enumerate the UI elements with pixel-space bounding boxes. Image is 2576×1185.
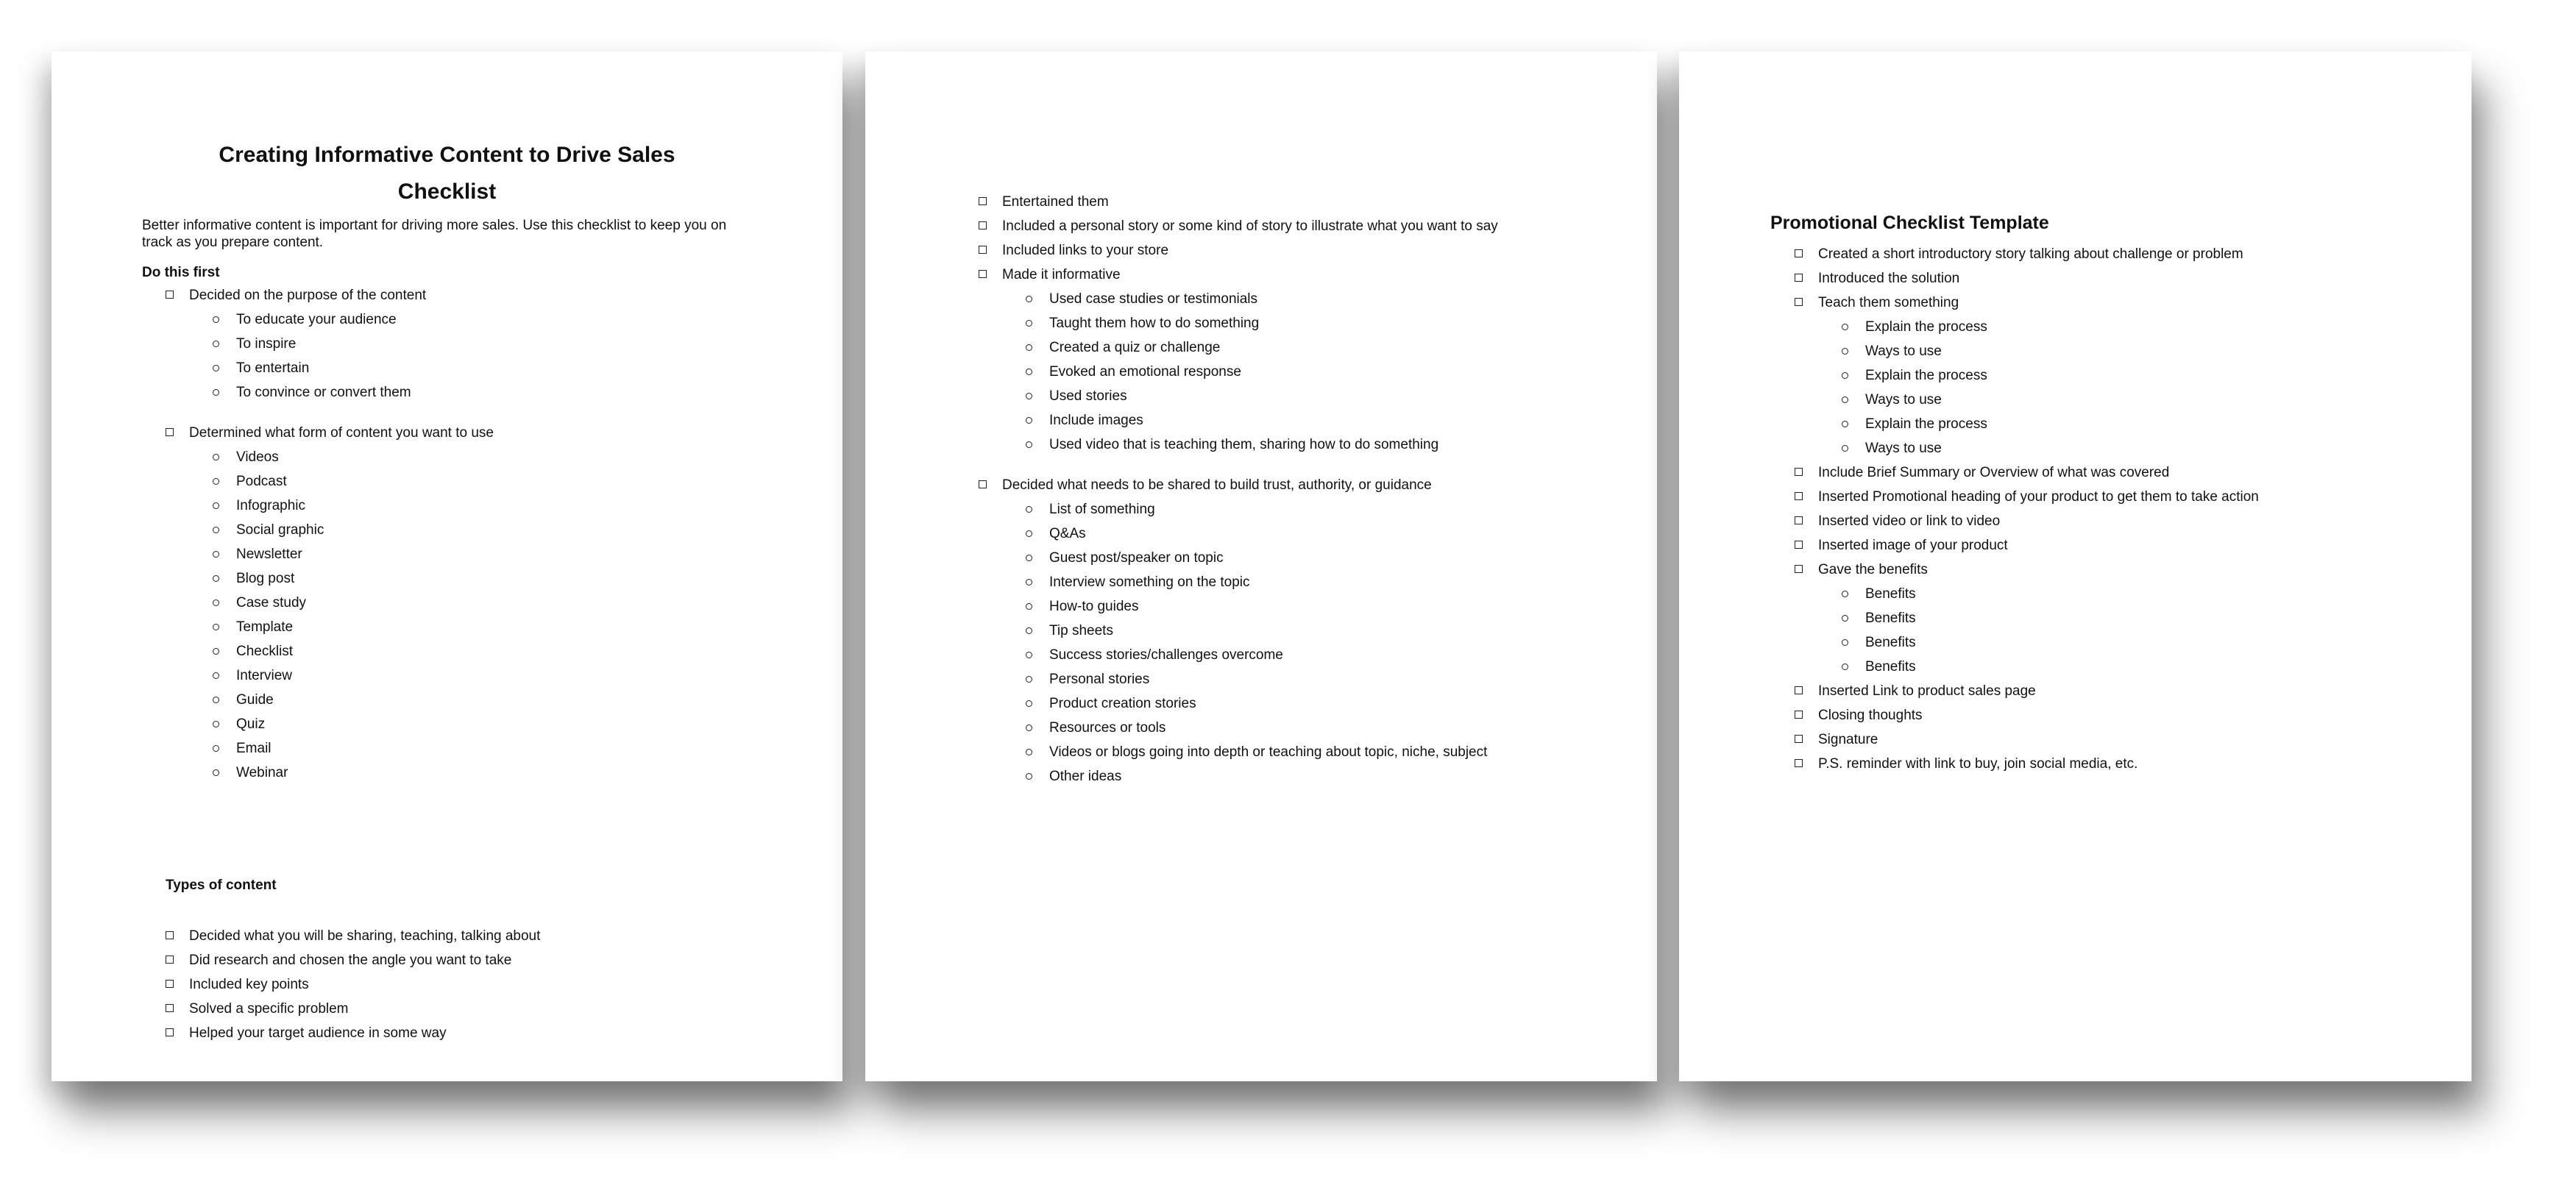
checklist-subitem bbox=[979, 384, 1498, 408]
checklist-item-label: P.S. reminder with link to buy, join social media, etc. bbox=[1818, 756, 2138, 772]
checkbox-icon[interactable] bbox=[979, 197, 987, 205]
checkbox-icon[interactable] bbox=[166, 1004, 174, 1012]
checklist-item bbox=[979, 214, 1498, 238]
list-spacer bbox=[979, 457, 1498, 473]
checklist-subitem bbox=[166, 761, 494, 785]
checklist-item bbox=[979, 473, 1498, 497]
checkbox-icon[interactable] bbox=[1795, 565, 1803, 573]
checklist-item-label: Gave the benefits bbox=[1818, 562, 1928, 577]
bullet-circle-icon bbox=[213, 672, 219, 679]
checklist-item-label: Inserted Promotional heading of your product to get them to take action bbox=[1818, 489, 2259, 505]
checklist-item bbox=[1795, 679, 2259, 703]
bullet-circle-icon bbox=[1842, 421, 1848, 427]
checklist-item-label: Explain the process bbox=[1865, 416, 1987, 432]
checklist-subitem bbox=[1795, 388, 2259, 412]
checklist-item-label: Explain the process bbox=[1865, 368, 1987, 383]
bullet-circle-icon bbox=[213, 769, 219, 776]
checklist-subitem bbox=[979, 570, 1498, 594]
checklist-subitem bbox=[166, 445, 494, 469]
checklist-subitem bbox=[979, 716, 1498, 740]
checklist-item-label: Include Brief Summary or Overview of what was covered bbox=[1818, 465, 2170, 480]
bullet-circle-icon bbox=[213, 502, 219, 509]
checklist-item-label: Ways to use bbox=[1865, 344, 1942, 359]
checklist-subitem bbox=[979, 311, 1498, 335]
checklist-item bbox=[166, 997, 540, 1021]
checklist-item-label: Include images bbox=[1049, 413, 1143, 428]
checklist-item-label: Other ideas bbox=[1049, 769, 1122, 784]
checklist-item-label: To inspire bbox=[236, 336, 297, 352]
checklist-item-label: Interview something on the topic bbox=[1049, 574, 1250, 590]
bullet-circle-icon bbox=[213, 648, 219, 655]
promotional-checklist bbox=[1795, 242, 2259, 776]
checklist-item-label: Decided what needs to be shared to build trust, authority, or guidance bbox=[1002, 477, 1432, 493]
checkbox-icon[interactable] bbox=[1795, 711, 1803, 719]
checkbox-icon[interactable] bbox=[979, 246, 987, 254]
checklist-item bbox=[1795, 485, 2259, 509]
checklist-item-label: Videos or blogs going into depth or teaching about topic, niche, subject bbox=[1049, 744, 1488, 760]
checklist-item-label: Newsletter bbox=[236, 547, 302, 562]
bullet-circle-icon bbox=[1842, 663, 1848, 670]
checkbox-icon[interactable] bbox=[1795, 686, 1803, 694]
checklist-item-label: Interview bbox=[236, 668, 293, 683]
checklist-item bbox=[166, 1021, 540, 1045]
bullet-circle-icon bbox=[213, 599, 219, 606]
checklist-item-label: Email bbox=[236, 741, 272, 756]
checklist-subitem bbox=[166, 542, 494, 566]
list-spacer bbox=[166, 405, 494, 421]
bullet-circle-icon bbox=[1026, 579, 1032, 586]
bullet-circle-icon bbox=[1026, 700, 1032, 707]
checklist-subitem bbox=[166, 615, 494, 639]
checklist-subitem bbox=[979, 546, 1498, 570]
checklist-item-label: Inserted Link to product sales page bbox=[1818, 683, 2036, 699]
bullet-circle-icon bbox=[1026, 603, 1032, 610]
checklist-item-label: Inserted image of your product bbox=[1818, 538, 2008, 553]
checklist-item bbox=[166, 421, 494, 445]
checklist-subitem bbox=[1795, 315, 2259, 339]
bullet-circle-icon bbox=[1026, 676, 1032, 683]
checklist-subitem bbox=[979, 287, 1498, 311]
checkbox-icon[interactable] bbox=[1795, 249, 1803, 257]
bullet-circle-icon bbox=[1026, 555, 1032, 561]
checklist-item-label: Helped your target audience in some way bbox=[189, 1025, 447, 1041]
checkbox-icon[interactable] bbox=[166, 931, 174, 939]
checklist-item-label: Explain the process bbox=[1865, 319, 1987, 335]
checkbox-icon[interactable] bbox=[1795, 541, 1803, 549]
checklist-subitem bbox=[979, 740, 1498, 764]
bullet-circle-icon bbox=[1842, 348, 1848, 355]
promotional-checklist-heading: Promotional Checklist Template bbox=[1770, 213, 2049, 233]
checklist-item bbox=[1795, 752, 2259, 776]
checklist-subitem bbox=[979, 764, 1498, 789]
bullet-circle-icon bbox=[213, 721, 219, 727]
checklist-item-label: Personal stories bbox=[1049, 672, 1150, 687]
checklist-continued bbox=[979, 190, 1498, 789]
checklist-item-label: Introduced the solution bbox=[1818, 271, 1960, 286]
checklist-item bbox=[1795, 242, 2259, 266]
document-page-3 bbox=[1679, 51, 2472, 1081]
bullet-circle-icon bbox=[1026, 652, 1032, 658]
checklist-subitem bbox=[979, 522, 1498, 546]
checklist-item-label: Made it informative bbox=[1002, 267, 1121, 282]
bullet-circle-icon bbox=[1026, 417, 1032, 424]
checklist-item-label: How-to guides bbox=[1049, 599, 1139, 614]
checklist-item-label: Used stories bbox=[1049, 388, 1127, 404]
checklist-subitem bbox=[1795, 339, 2259, 363]
checklist-item-label: Determined what form of content you want to use bbox=[189, 425, 494, 441]
checklist-subitem bbox=[979, 360, 1498, 384]
checklist-item bbox=[166, 283, 494, 307]
checklist-subitem bbox=[979, 433, 1498, 457]
checklist-item-label: Included links to your store bbox=[1002, 243, 1169, 258]
document-title-line-1: Creating Informative Content to Drive Sales bbox=[219, 143, 675, 167]
checkbox-icon[interactable] bbox=[166, 428, 174, 436]
checklist-item-label: Benefits bbox=[1865, 635, 1916, 650]
checklist-subitem bbox=[1795, 630, 2259, 655]
bullet-circle-icon bbox=[1026, 296, 1032, 302]
checklist-item-label: Benefits bbox=[1865, 659, 1916, 675]
checklist-item bbox=[166, 924, 540, 948]
checklist-item-label: Benefits bbox=[1865, 586, 1916, 602]
checklist-item bbox=[1795, 727, 2259, 752]
bullet-circle-icon bbox=[1842, 324, 1848, 330]
checklist-do-this-first bbox=[166, 283, 494, 785]
checklist-item-label: List of something bbox=[1049, 502, 1155, 517]
checklist-item-label: Guest post/speaker on topic bbox=[1049, 550, 1224, 566]
checklist-item-label: Created a quiz or challenge bbox=[1049, 340, 1221, 355]
checklist-item bbox=[979, 263, 1498, 287]
section-heading-types-of-content: Types of content bbox=[166, 878, 277, 893]
checklist-item bbox=[1795, 266, 2259, 291]
checklist-item-label: Used case studies or testimonials bbox=[1049, 291, 1258, 307]
checkbox-icon[interactable] bbox=[166, 1028, 174, 1036]
checklist-item-label: Tip sheets bbox=[1049, 623, 1113, 638]
checklist-subitem bbox=[166, 380, 494, 405]
checklist-item-label: Guide bbox=[236, 692, 274, 708]
checklist-subitem bbox=[166, 494, 494, 518]
bullet-circle-icon bbox=[1026, 627, 1032, 634]
bullet-circle-icon bbox=[1026, 530, 1032, 537]
checkbox-icon[interactable] bbox=[1795, 298, 1803, 306]
checklist-subitem bbox=[166, 469, 494, 494]
checklist-item-label: Created a short introductory story talking about challenge or problem bbox=[1818, 246, 2243, 262]
checklist-subitem bbox=[1795, 606, 2259, 630]
checklist-item-label: Social graphic bbox=[236, 522, 324, 538]
checklist-item-label: Infographic bbox=[236, 498, 306, 513]
bullet-circle-icon bbox=[213, 454, 219, 460]
checklist-subitem bbox=[979, 619, 1498, 643]
bullet-circle-icon bbox=[1026, 369, 1032, 375]
bullet-circle-icon bbox=[213, 527, 219, 533]
checkbox-icon[interactable] bbox=[1795, 516, 1803, 524]
checklist-item-label: Included key points bbox=[189, 977, 309, 992]
checklist-item bbox=[166, 948, 540, 972]
bullet-circle-icon bbox=[1026, 344, 1032, 351]
checklist-item-label: Webinar bbox=[236, 765, 288, 780]
checklist-subitem bbox=[979, 594, 1498, 619]
checklist-item-label: Ways to use bbox=[1865, 392, 1942, 408]
checkbox-icon[interactable] bbox=[166, 956, 174, 964]
bullet-circle-icon bbox=[213, 478, 219, 485]
checklist-item bbox=[1795, 509, 2259, 533]
bullet-circle-icon bbox=[213, 624, 219, 630]
checklist-item-label: Teach them something bbox=[1818, 295, 1959, 310]
checkbox-icon[interactable] bbox=[979, 270, 987, 278]
document-page-1 bbox=[52, 51, 842, 1081]
checklist-subitem bbox=[979, 667, 1498, 691]
checklist-types-of-content bbox=[166, 924, 540, 1045]
bullet-circle-icon bbox=[1026, 749, 1032, 755]
checklist-item-label: Template bbox=[236, 619, 294, 635]
document-title-line-2: Checklist bbox=[397, 179, 497, 204]
checkbox-icon[interactable] bbox=[979, 221, 987, 229]
bullet-circle-icon bbox=[1026, 320, 1032, 327]
bullet-circle-icon bbox=[213, 551, 219, 558]
checklist-item-label: To entertain bbox=[236, 360, 310, 376]
checklist-subitem bbox=[166, 663, 494, 688]
intro-paragraph: Better informative content is important for driving more sales. Use this checklist to keep you on track as you prepare content. bbox=[142, 218, 727, 250]
checklist-subitem bbox=[979, 643, 1498, 667]
bullet-circle-icon bbox=[213, 316, 219, 323]
checkbox-icon[interactable] bbox=[979, 480, 987, 488]
bullet-circle-icon bbox=[1842, 591, 1848, 597]
checklist-item-label: Signature bbox=[1818, 732, 1878, 747]
checklist-subitem bbox=[166, 566, 494, 591]
bullet-circle-icon bbox=[1842, 445, 1848, 452]
checklist-item-label: Included a personal story or some kind of story to illustrate what you want to say bbox=[1002, 218, 1498, 234]
checklist-item-label: Solved a specific problem bbox=[189, 1001, 349, 1017]
checklist-subitem bbox=[1795, 655, 2259, 679]
checklist-item-label: Success stories/challenges overcome bbox=[1049, 647, 1283, 663]
checklist-subitem bbox=[1795, 582, 2259, 606]
checklist-item bbox=[1795, 291, 2259, 315]
checkbox-icon[interactable] bbox=[1795, 274, 1803, 282]
bullet-circle-icon bbox=[1026, 393, 1032, 399]
checklist-subitem bbox=[979, 408, 1498, 433]
checklist-subitem bbox=[979, 497, 1498, 522]
bullet-circle-icon bbox=[213, 389, 219, 396]
bullet-circle-icon bbox=[1026, 725, 1032, 731]
checklist-subitem bbox=[166, 688, 494, 712]
checklist-subitem bbox=[1795, 412, 2259, 436]
checkbox-icon[interactable] bbox=[1795, 492, 1803, 500]
checklist-item-label: Ways to use bbox=[1865, 441, 1942, 456]
checklist-item-label: Decided what you will be sharing, teaching, talking about bbox=[189, 928, 541, 944]
checklist-item-label: Did research and chosen the angle you want to take bbox=[189, 953, 512, 968]
checklist-subitem bbox=[166, 356, 494, 380]
checklist-item-label: Q&As bbox=[1049, 526, 1086, 541]
checklist-item-label: Evoked an emotional response bbox=[1049, 364, 1241, 380]
checklist-subitem bbox=[166, 591, 494, 615]
checklist-item-label: Product creation stories bbox=[1049, 696, 1196, 711]
checklist-item-label: Decided on the purpose of the content bbox=[189, 288, 427, 303]
checklist-item bbox=[1795, 460, 2259, 485]
checklist-item-label: Quiz bbox=[236, 716, 266, 732]
checklist-item-label: Podcast bbox=[236, 474, 287, 489]
checklist-item-label: To educate your audience bbox=[236, 312, 397, 327]
bullet-circle-icon bbox=[213, 365, 219, 371]
checklist-item bbox=[1795, 533, 2259, 558]
checklist-subitem bbox=[166, 712, 494, 736]
checkbox-icon[interactable] bbox=[1795, 759, 1803, 767]
checklist-subitem bbox=[979, 335, 1498, 360]
checklist-subitem bbox=[166, 332, 494, 356]
checkbox-icon[interactable] bbox=[1795, 735, 1803, 743]
checklist-item-label: To convince or convert them bbox=[236, 385, 411, 400]
checklist-item-label: Closing thoughts bbox=[1818, 708, 1923, 723]
checklist-subitem bbox=[1795, 436, 2259, 460]
checklist-item-label: Videos bbox=[236, 449, 279, 465]
checklist-subitem bbox=[1795, 363, 2259, 388]
bullet-circle-icon bbox=[213, 745, 219, 752]
checklist-subitem bbox=[166, 518, 494, 542]
checklist-item-label: Benefits bbox=[1865, 611, 1916, 626]
checklist-subitem bbox=[979, 691, 1498, 716]
section-heading-do-this-first: Do this first bbox=[142, 265, 220, 280]
checklist-item-label: Checklist bbox=[236, 644, 294, 659]
bullet-circle-icon bbox=[1842, 372, 1848, 379]
bullet-circle-icon bbox=[213, 697, 219, 703]
checklist-item bbox=[979, 238, 1498, 263]
checkbox-icon[interactable] bbox=[166, 980, 174, 988]
bullet-circle-icon bbox=[1026, 773, 1032, 780]
bullet-circle-icon bbox=[1842, 615, 1848, 622]
bullet-circle-icon bbox=[1026, 441, 1032, 448]
checklist-item-label: Entertained them bbox=[1002, 194, 1109, 210]
bullet-circle-icon bbox=[1842, 396, 1848, 403]
bullet-circle-icon bbox=[213, 341, 219, 347]
bullet-circle-icon bbox=[1842, 639, 1848, 646]
checklist-item-label: Inserted video or link to video bbox=[1818, 513, 2001, 529]
checklist-item-label: Resources or tools bbox=[1049, 720, 1166, 736]
checklist-item bbox=[1795, 703, 2259, 727]
checklist-subitem bbox=[166, 736, 494, 761]
checklist-subitem bbox=[166, 639, 494, 663]
checklist-item-label: Used video that is teaching them, sharing how to do something bbox=[1049, 437, 1439, 452]
checkbox-icon[interactable] bbox=[1795, 468, 1803, 476]
checklist-item-label: Taught them how to do something bbox=[1049, 316, 1260, 331]
bullet-circle-icon bbox=[213, 575, 219, 582]
bullet-circle-icon bbox=[1026, 506, 1032, 513]
checkbox-icon[interactable] bbox=[166, 291, 174, 299]
checklist-subitem bbox=[166, 307, 494, 332]
document-page-2 bbox=[865, 51, 1657, 1081]
checklist-item bbox=[979, 190, 1498, 214]
checklist-item bbox=[166, 972, 540, 997]
checklist-item-label: Blog post bbox=[236, 571, 295, 586]
checklist-item bbox=[1795, 558, 2259, 582]
checklist-item-label: Case study bbox=[236, 595, 307, 611]
